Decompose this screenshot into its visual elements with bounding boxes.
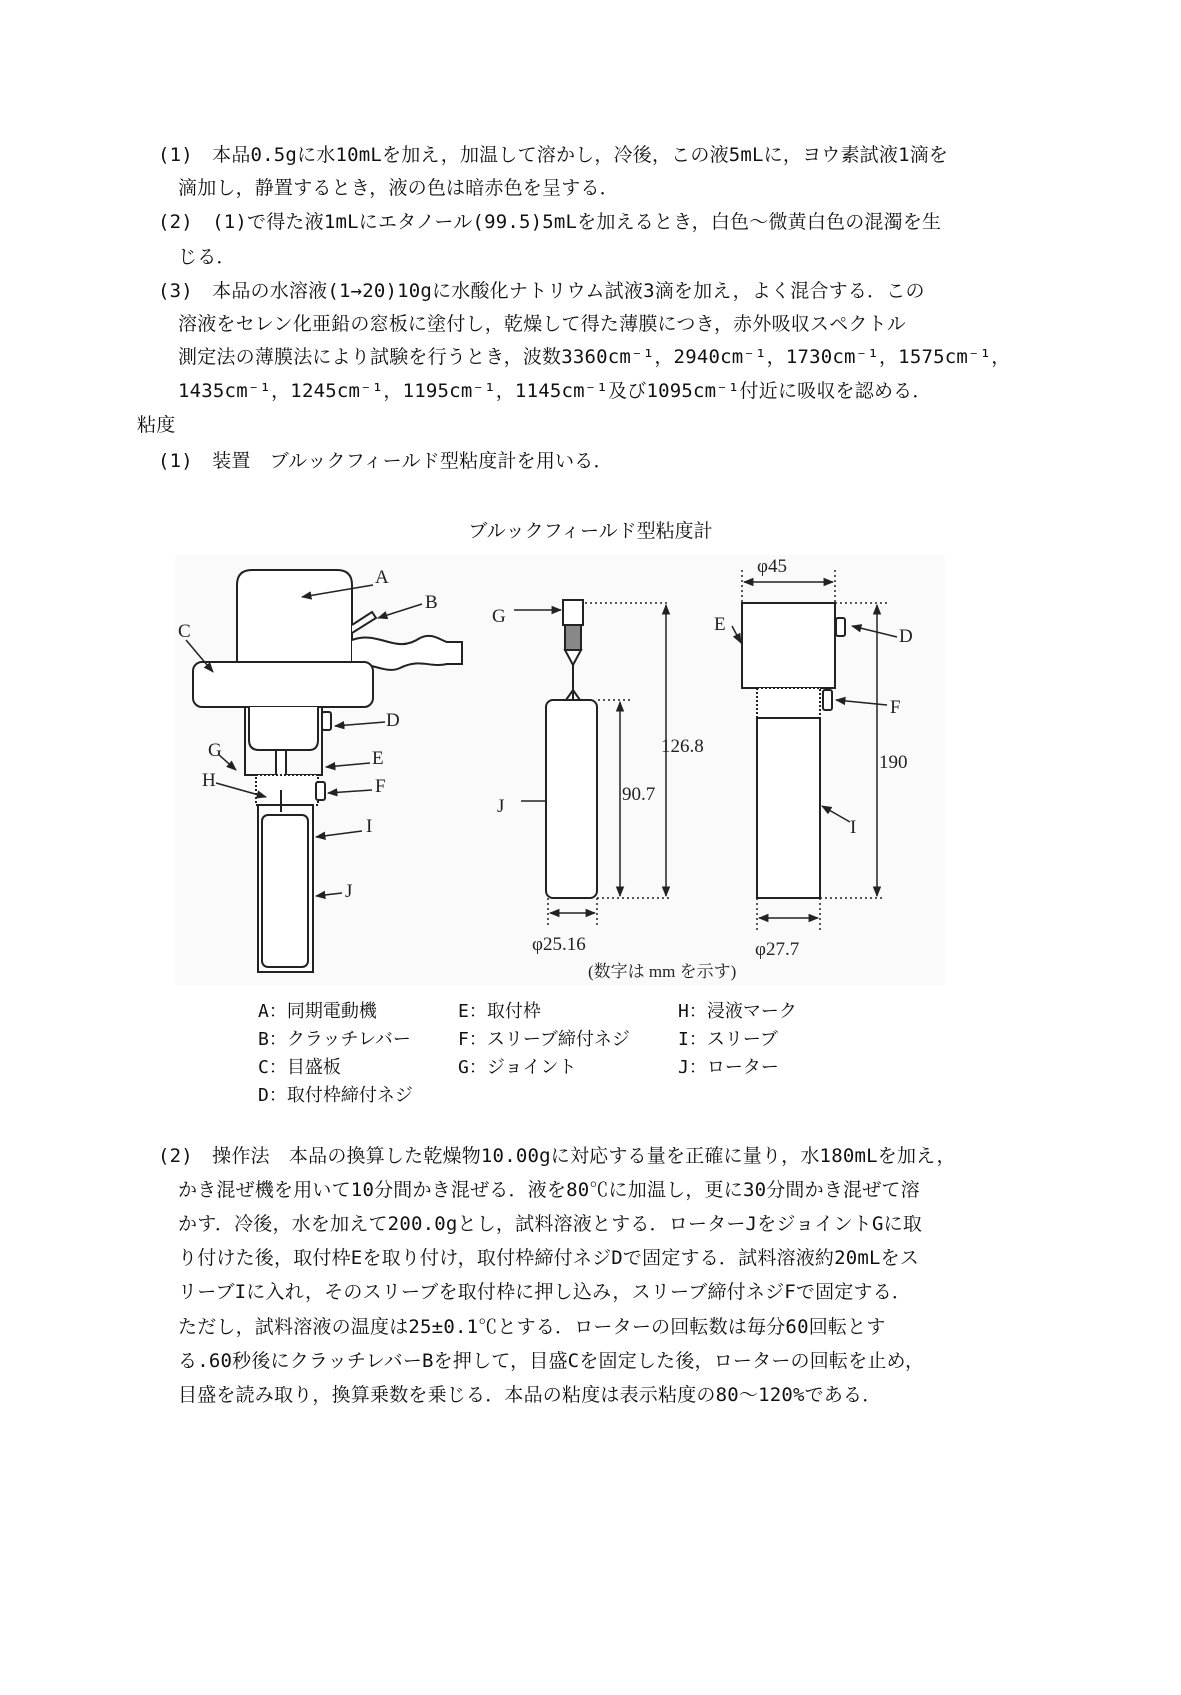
text-line: 目盛を読み取り，換算乗数を乗じる．本品の粘度は表示粘度の80～120%である． bbox=[178, 1384, 882, 1406]
legend-item: I：スリーブ bbox=[678, 1029, 778, 1050]
dim-height-126-8: 126.8 bbox=[661, 736, 704, 757]
label-f: F bbox=[890, 697, 901, 718]
dim-diameter-27-7: φ27.7 bbox=[755, 939, 800, 960]
legend-item: A：同期電動機 bbox=[258, 1001, 377, 1022]
text-line: (1) 本品0.5gに水10mLを加え，加温して溶かし，冷後，この液5mLに，ヨウ素試液1滴を bbox=[158, 144, 949, 166]
figure-caption: (数字は mm を示す) bbox=[588, 962, 737, 981]
label-a: A bbox=[375, 567, 389, 588]
label-i: I bbox=[850, 817, 857, 838]
label-b: B bbox=[425, 592, 438, 613]
text-line: (2) 操作法 本品の換算した乾燥物10.00gに対応する量を正確に量り，水180mLを加え， bbox=[158, 1145, 956, 1167]
text-line: 1435cm⁻¹，1245cm⁻¹，1195cm⁻¹，1145cm⁻¹及び1095cm⁻¹付近に吸収を認める． bbox=[178, 380, 932, 402]
label-e: E bbox=[714, 614, 726, 635]
text-line: り付けた後，取付枠Eを取り付け，取付枠締付ネジDで固定する．試料溶液約20mLをス bbox=[178, 1247, 920, 1269]
apparatus-text: (1) 装置 ブルックフィールド型粘度計を用いる． bbox=[158, 450, 613, 472]
label-h: H bbox=[202, 770, 216, 791]
dial-plate-c bbox=[193, 662, 373, 707]
frame-e bbox=[742, 603, 835, 688]
dim-diameter-45: φ45 bbox=[757, 556, 787, 577]
label-d: D bbox=[386, 710, 400, 731]
text-line: (3) 本品の水溶液(1→20)10gに水酸化ナトリウム試液3滴を加え，よく混合する．この bbox=[158, 280, 925, 302]
legend-item: H：浸液マーク bbox=[678, 1001, 797, 1022]
knob-d bbox=[322, 712, 331, 730]
text-line: かき混ぜ機を用いて10分間かき混ぜる．液を80℃に加温し，更に30分間かき混ぜて溶 bbox=[178, 1179, 920, 1201]
legend-item: G：ジョイント bbox=[458, 1057, 577, 1078]
text-line: る.60秒後にクラッチレバーBを押して，目盛Cを固定した後，ローターの回転を止め， bbox=[178, 1350, 925, 1372]
text-line: (2) (1)で得た液1mLにエタノール(99.5)5mLを加えるとき，白色～微黄白色の混濁を生 bbox=[158, 211, 942, 233]
label-g: G bbox=[208, 740, 222, 761]
figure-title: ブルックフィールド型粘度計 bbox=[468, 520, 713, 542]
dim-diameter-25-16: φ25.16 bbox=[532, 934, 586, 955]
motor-a bbox=[237, 570, 352, 665]
label-j: J bbox=[345, 881, 353, 902]
dim-height-190: 190 bbox=[879, 752, 908, 773]
sleeve-i bbox=[757, 718, 820, 898]
text-line: じる． bbox=[178, 246, 236, 268]
label-j: J bbox=[497, 796, 505, 817]
rotor-j bbox=[546, 700, 597, 898]
knob-f bbox=[316, 782, 325, 800]
text-line: ただし，試料溶液の温度は25±0.1℃とする．ローターの回転数は毎分60回転とす bbox=[178, 1316, 886, 1338]
text-line: 測定法の薄膜法により試験を行うとき，波数3360cm⁻¹，2940cm⁻¹，1730cm⁻¹，1575cm⁻¹， bbox=[178, 346, 1011, 368]
label-c: C bbox=[178, 621, 191, 642]
text-line: かす．冷後，水を加えて200.0gとし，試料溶液とする．ローターJをジョイントGに取 bbox=[178, 1213, 923, 1235]
label-d: D bbox=[899, 626, 913, 647]
legend-item: C：目盛板 bbox=[258, 1057, 341, 1078]
dim-height-90-7: 90.7 bbox=[622, 784, 656, 805]
text-line: 滴加し，静置するとき，液の色は暗赤色を呈する． bbox=[178, 177, 619, 199]
text-line: リーブIに入れ，そのスリーブを取付枠に押し込み，スリーブ締付ネジFで固定する． bbox=[178, 1281, 912, 1303]
label-g: G bbox=[492, 606, 506, 627]
legend-item: E：取付枠 bbox=[458, 1001, 541, 1022]
label-i: I bbox=[366, 816, 373, 837]
section-heading-viscosity: 粘度 bbox=[137, 414, 176, 436]
label-f: F bbox=[375, 776, 386, 797]
legend-item: J：ローター bbox=[678, 1057, 779, 1078]
legend-item: F：スリーブ締付ネジ bbox=[458, 1029, 630, 1050]
text-line: 溶液をセレン化亜鉛の窓板に塗付し，乾燥して得た薄膜につき，赤外吸収スペクトル bbox=[178, 313, 906, 335]
legend-item: B：クラッチレバー bbox=[258, 1029, 411, 1050]
legend-item: D：取付枠締付ネジ bbox=[258, 1085, 413, 1106]
label-e: E bbox=[372, 748, 384, 769]
rotor-j bbox=[262, 815, 308, 967]
